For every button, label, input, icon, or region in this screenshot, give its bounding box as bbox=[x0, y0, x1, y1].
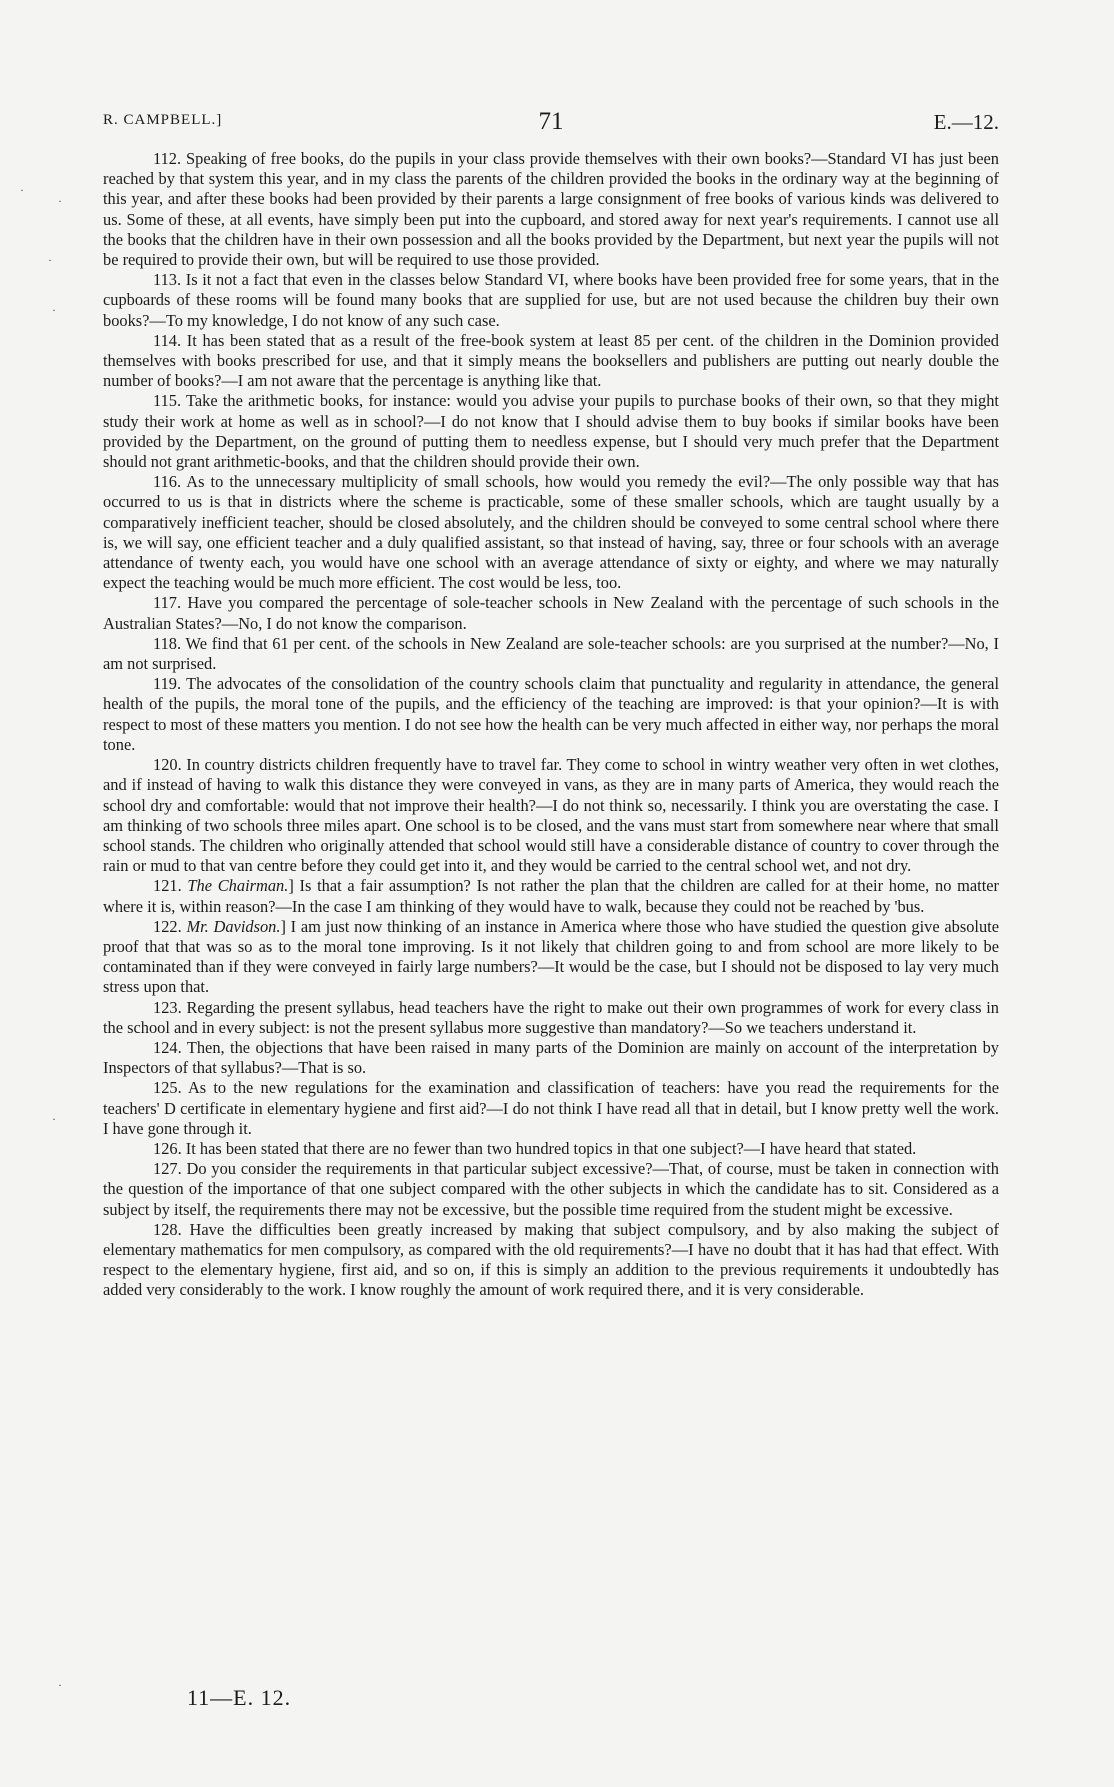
paragraph-118: 118. We find that 61 per cent. of the schools in New Zealand are sole-teacher schools: are you surprised at the number?—No, I am not surprised. bbox=[103, 633, 999, 674]
document-reference: E.—12. bbox=[933, 110, 999, 134]
page-number: 71 bbox=[538, 108, 564, 135]
paragraph-116: 116. As to the unnecessary multiplicity of small schools, how would you remedy the evil?—The only possible way that has occurred to us is that in districts where the scheme is practicable, some of these smaller schools, which are taught usually by a comparatively inefficient teacher, should be closed absolutely, and the children should be conveyed to some central school where there is, we will say, one efficient teacher and a duly qualified assistant, so that instead of having, say, three or four schools with an average attendance of twenty each, you would have one school with an average attendance of sixty or eighty, and where we may naturally expect the teaching would be much more efficient. The cost would be less, too. bbox=[103, 472, 999, 593]
signature-mark: 11—E. 12. bbox=[187, 1685, 292, 1710]
paragraph-121: 121. The Chairman.] Is that a fair assumption? Is not rather the plan that the children are called for at their home, no matter where it is, within reason?—In the case I am thinking of they would have to walk, because they could not be reached by 'bus. bbox=[103, 876, 999, 916]
body-text bbox=[103, 149, 999, 1301]
paragraph-125: 125. As to the new regulations for the examination and classification of teachers: have you read the requirements for the teachers' D certificate in elementary hygiene and first aid?—I do not think I have read all that in detail, but I know pretty well the work. I have gone through it. bbox=[103, 1078, 999, 1138]
margin-mark: · bbox=[58, 1678, 62, 1692]
witness-name: R. CAMPBELL.] bbox=[103, 112, 223, 128]
paragraph-114: 114. It has been stated that as a result of the free-book system at least 85 per cent. of the children in the Dominion provided themselves with books prescribed for use, and that it simply means the booksellers and publishers are putting out nearly double the number of books?—I am not aware that the percentage is anything like that. bbox=[103, 330, 999, 391]
paragraph-126: 126. It has been stated that there are no fewer than two hundred topics in that one subject?—I have heard that stated. bbox=[153, 1138, 917, 1158]
paragraph-127: 127. Do you consider the requirements in that particular subject excessive?—That, of course, must be taken in connection with the question of the importance of that one subject compared with the other subjects in which the candidate has to sit. Considered as a subject by itself, the requirements there may not be excessive, but the possible time required from the student might be excessive. bbox=[103, 1159, 999, 1219]
paragraph-115: 115. Take the arithmetic books, for instance: would you advise your pupils to purchase books of their own, so that they might study their work at home as well as in school?—I do not know that I should advise them to buy books if similar books have been provided by the Department, on the ground of putting them to needless expense, but I should very much prefer that the Department should not grant arithmetic-books, and that the children should provide their own. bbox=[103, 391, 999, 472]
margin-mark: · bbox=[48, 253, 52, 267]
margin-mark: · bbox=[52, 303, 56, 317]
running-head bbox=[103, 108, 999, 138]
paragraph-124: 124. Then, the objections that have been raised in many parts of the Dominion are mainly on account of the interpretation by Inspectors of that syllabus?—That is so. bbox=[103, 1037, 999, 1078]
paragraph-120: 120. In country districts children frequently have to travel far. They come to school in wintry weather very often in wet clothes, and if instead of having to walk this distance they were conveyed in vans, as they are in many parts of America, they would reach the school dry and comfortable: would that not improve their health?—I do not think so, necessarily. I think you are overstating the case. I am thinking of two schools three miles apart. One school is to be closed, and the vans must start from somewhere near where that small school stands. The children who originally attended that school would still have a considerable distance of country to cover through the rain or mud to that van centre before they could get into it, and they would be carried to the central school wet, and not dry. bbox=[103, 755, 999, 876]
speaker-name: Mr. Davidson. bbox=[186, 916, 281, 936]
margin-mark: · bbox=[58, 194, 62, 208]
paragraph-119: 119. The advocates of the consolidation of the country schools claim that punctuality and regularity in attendance, the general health of the pupils, the moral tone of the pupils, and the efficiency of the teaching are improved: is that your opinion?—It is with respect to most of these matters you mention. I do not see how the health can be very much affected in either way, nor perhaps the moral tone. bbox=[103, 674, 999, 754]
paragraph-117: 117. Have you compared the percentage of sole-teacher schools in New Zealand with the percentage of such schools in the Australian States?—No, I do not know the comparison. bbox=[103, 593, 999, 633]
paragraph-122: 122. Mr. Davidson.] I am just now thinking of an instance in America where those who have studied the question give absolute proof that that was so as to the moral tone improving. Is it not likely that children going to and from school are more likely to be contaminated than if they were conveyed in fairly large numbers?—It would be the case, but I should not be disposed to lay very much stress upon that. bbox=[103, 916, 1000, 997]
paragraph-123: 123. Regarding the present syllabus, head teachers have the right to make out their own programmes of work for every class in the school and in every subject: is not the present syllabus more suggestive than mandatory?—So we teachers understand it. bbox=[103, 997, 999, 1037]
margin-mark: · bbox=[52, 1112, 56, 1126]
margin-mark: · bbox=[20, 183, 24, 197]
paragraph-128: 128. Have the difficulties been greatly increased by making that subject compulsory, and by also making the subject of elementary mathematics for men compulsory, as compared with the old requirements?—I have no doubt that it has had that effect. With respect to the elementary hygiene, first aid, and so on, if this is simply an addition to the previous requirements it undoubtedly has added very considerably to the work. I know roughly the amount of work required there, and it is very considerable. bbox=[103, 1219, 999, 1300]
paragraph-113: 113. Is it not a fact that even in the classes below Standard VI, where books have been provided free for some years, that in the cupboards of these rooms will be found many books that are supplied for use, but are not used because the children buy their own books?—To my knowledge, I do not know of any such case. bbox=[103, 270, 999, 330]
speaker-name: The Chairman. bbox=[187, 876, 289, 896]
paragraph-112: 112. Speaking of free books, do the pupils in your class provide themselves with their own books?—Standard VI has just been reached by that system this year, and in my class the parents of the children provided the books in the ordinary way at the beginning of this year, and after these books had been provided by their parents a large consignment of free books of various kinds was delivered to us. Some of these, at all events, have simply been put into the cupboard, and stored away for next year's requirements. I cannot use all the books that the children have in their own possession and all the books provided by the Department, but next year the pupils will not be required to provide their own, but will be required to use those provided. bbox=[103, 149, 999, 270]
